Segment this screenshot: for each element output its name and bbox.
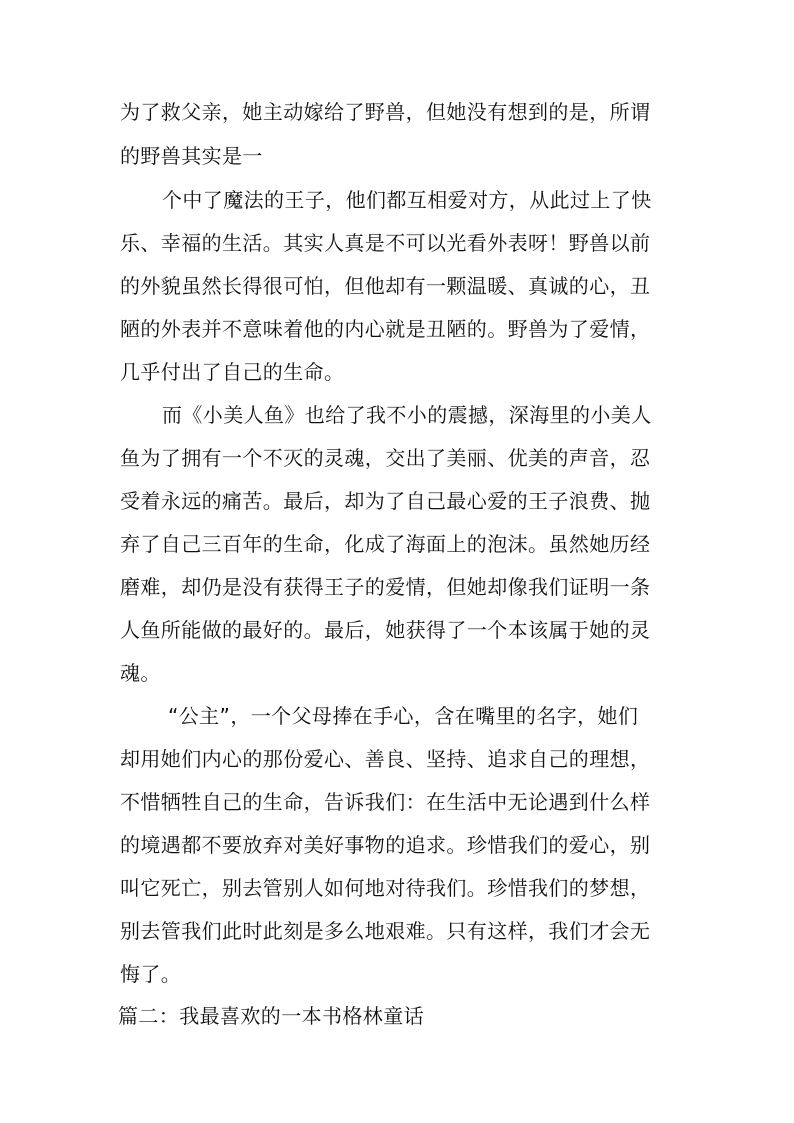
text-line: 魂。 bbox=[120, 661, 161, 685]
section-heading: 篇二：我最喜欢的一本书格林童话 bbox=[118, 1004, 424, 1028]
text-line: 的野兽其实是一 bbox=[120, 144, 263, 168]
text-line: 为了救父亲，她主动嫁给了野兽，但她没有想到的是，所谓 bbox=[120, 100, 651, 124]
text-line: 人鱼所能做的最好的。最后，她获得了一个本该属于她的灵 bbox=[120, 618, 651, 642]
text-line: 磨难，却仍是没有获得王子的爱情，但她却像我们证明一条 bbox=[120, 575, 651, 599]
text-line: 的外貌虽然长得很可怕，但他却有一颗温暖、真诚的心，丑 bbox=[120, 274, 651, 298]
text-line: 受着永远的痛苦。最后，却为了自己最心爱的王子浪费、抛 bbox=[120, 489, 651, 513]
text-line: 陋的外表并不意味着他的内心就是丑陋的。野兽为了爱情， bbox=[120, 317, 651, 341]
text-line: 鱼为了拥有一个不灭的灵魂，交出了美丽、优美的声音，忍 bbox=[120, 446, 651, 470]
text-line: 个中了魔法的王子，他们都互相爱对方，从此过上了快 bbox=[162, 188, 652, 212]
text-line: 几乎付出了自己的生命。 bbox=[120, 360, 345, 384]
text-line: 而《小美人鱼》也给了我不小的震撼，深海里的小美人 bbox=[162, 403, 652, 427]
text-line: 别去管我们此时此刻是多么地艰难。只有这样，我们才会无 bbox=[120, 919, 651, 943]
text-line: 叫它死亡，别去管别人如何地对待我们。珍惜我们的梦想， bbox=[120, 876, 651, 900]
text-line: 弃了自己三百年的生命，化成了海面上的泡沫。虽然她历经 bbox=[120, 532, 651, 556]
text-line: 的境遇都不要放弃对美好事物的追求。珍惜我们的爱心，别 bbox=[120, 833, 651, 857]
text-line: 乐、幸福的生活。其实人真是不可以光看外表呀！野兽以前 bbox=[120, 231, 651, 255]
text-line: 不惜牺牲自己的生命，告诉我们：在生活中无论遇到什么样 bbox=[120, 790, 651, 814]
text-line: “公主”，一个父母捧在手心，含在嘴里的名字，她们 bbox=[168, 704, 639, 728]
text-line: 却用她们内心的那份爱心、善良、坚持、追求自己的理想， bbox=[120, 747, 651, 771]
text-line: 悔了。 bbox=[120, 962, 182, 986]
